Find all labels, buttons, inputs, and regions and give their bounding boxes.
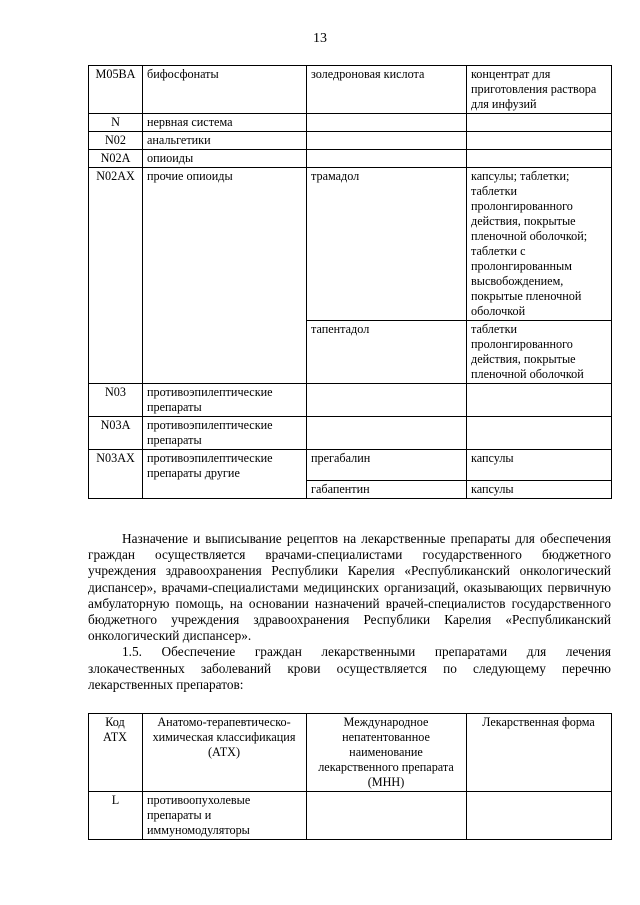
- header-inn: Международное непатентованное наименование лекарственного препарата (МНН): [307, 714, 467, 792]
- inn-cell: [307, 132, 467, 150]
- atc-code-cell: M05BA: [89, 66, 143, 114]
- drug-table-top: [88, 65, 612, 499]
- table-row: [89, 66, 612, 114]
- atc-code-cell: L: [89, 792, 143, 840]
- dosage-form-cell: [467, 114, 612, 132]
- atc-code-cell: N03AX: [89, 450, 143, 499]
- inn-cell: трамадол: [307, 168, 467, 321]
- header-atc-classification: Анатомо-терапевтическо-химическая классификация (АТХ): [143, 714, 307, 792]
- dosage-form-cell: [467, 132, 612, 150]
- inn-cell: [307, 792, 467, 840]
- atc-code-cell: N02A: [89, 150, 143, 168]
- inn-cell: золедроновая кислота: [307, 66, 467, 114]
- inn-cell: [307, 150, 467, 168]
- inn-cell: прегабалин: [307, 450, 467, 481]
- atc-group-cell: противоэпилептические препараты: [143, 417, 307, 450]
- table-row: [89, 168, 612, 321]
- atc-group-cell: противоопухолевые препараты и иммуномодуляторы: [143, 792, 307, 840]
- table-row: [89, 792, 612, 840]
- dosage-form-cell: таблетки пролонгированного действия, покрытые пленочной оболочкой: [467, 321, 612, 384]
- dosage-form-cell: капсулы: [467, 450, 612, 481]
- table-row: [89, 132, 612, 150]
- dosage-form-cell: [467, 150, 612, 168]
- paragraph-prescription: Назначение и выписывание рецептов на лекарственные препараты для обеспечения граждан осуществляется врачами-специалистами государственного бюджетного учреждения здравоохранения Республики Карелия «Республиканский онкологический диспансер», врачами-специалистами медицинских организаций, оказывающих первичную амбулаторную помощь, на основании назначений врачей-специалистов государственного бюджетного учреждения здравоохранения Республики Карелия «Республиканский онкологический диспансер».: [88, 531, 611, 644]
- table-row: [89, 450, 612, 481]
- table-row: [89, 384, 612, 417]
- dosage-form-cell: капсулы; таблетки; таблетки пролонгированного действия, покрытые пленочной оболочкой; таблетки с пролонгированным высвобождением, покрытые пленочной оболочкой: [467, 168, 612, 321]
- inn-cell: тапентадол: [307, 321, 467, 384]
- header-dosage-form: Лекарственная форма: [467, 714, 612, 792]
- table-header-row: [89, 714, 612, 792]
- inn-cell: [307, 114, 467, 132]
- paragraph-section-1-5: 1.5. Обеспечение граждан лекарственными препаратами для лечения злокачественных заболеваний крови осуществляется по следующему перечню лекарственных препаратов:: [88, 644, 611, 692]
- atc-group-cell: противоэпилептические препараты другие: [143, 450, 307, 499]
- atc-group-cell: опиоиды: [143, 150, 307, 168]
- table-row: [89, 417, 612, 450]
- inn-cell: габапентин: [307, 481, 467, 499]
- dosage-form-cell: концентрат для приготовления раствора для инфузий: [467, 66, 612, 114]
- atc-code-cell: N02: [89, 132, 143, 150]
- page-number: 13: [313, 31, 327, 46]
- atc-code-cell: N: [89, 114, 143, 132]
- atc-group-cell: противоэпилептические препараты: [143, 384, 307, 417]
- dosage-form-cell: [467, 384, 612, 417]
- table-row: [89, 150, 612, 168]
- header-atc-code: Код АТХ: [89, 714, 143, 792]
- atc-group-cell: анальгетики: [143, 132, 307, 150]
- atc-code-cell: N03: [89, 384, 143, 417]
- body-text: [88, 531, 611, 693]
- atc-group-cell: нервная система: [143, 114, 307, 132]
- dosage-form-cell: [467, 417, 612, 450]
- table-row: [89, 114, 612, 132]
- atc-group-cell: бифосфонаты: [143, 66, 307, 114]
- atc-code-cell: N03A: [89, 417, 143, 450]
- dosage-form-cell: капсулы: [467, 481, 612, 499]
- dosage-form-cell: [467, 792, 612, 840]
- inn-cell: [307, 417, 467, 450]
- atc-code-cell: N02AX: [89, 168, 143, 384]
- drug-table-bottom: [88, 713, 612, 840]
- inn-cell: [307, 384, 467, 417]
- atc-group-cell: прочие опиоиды: [143, 168, 307, 384]
